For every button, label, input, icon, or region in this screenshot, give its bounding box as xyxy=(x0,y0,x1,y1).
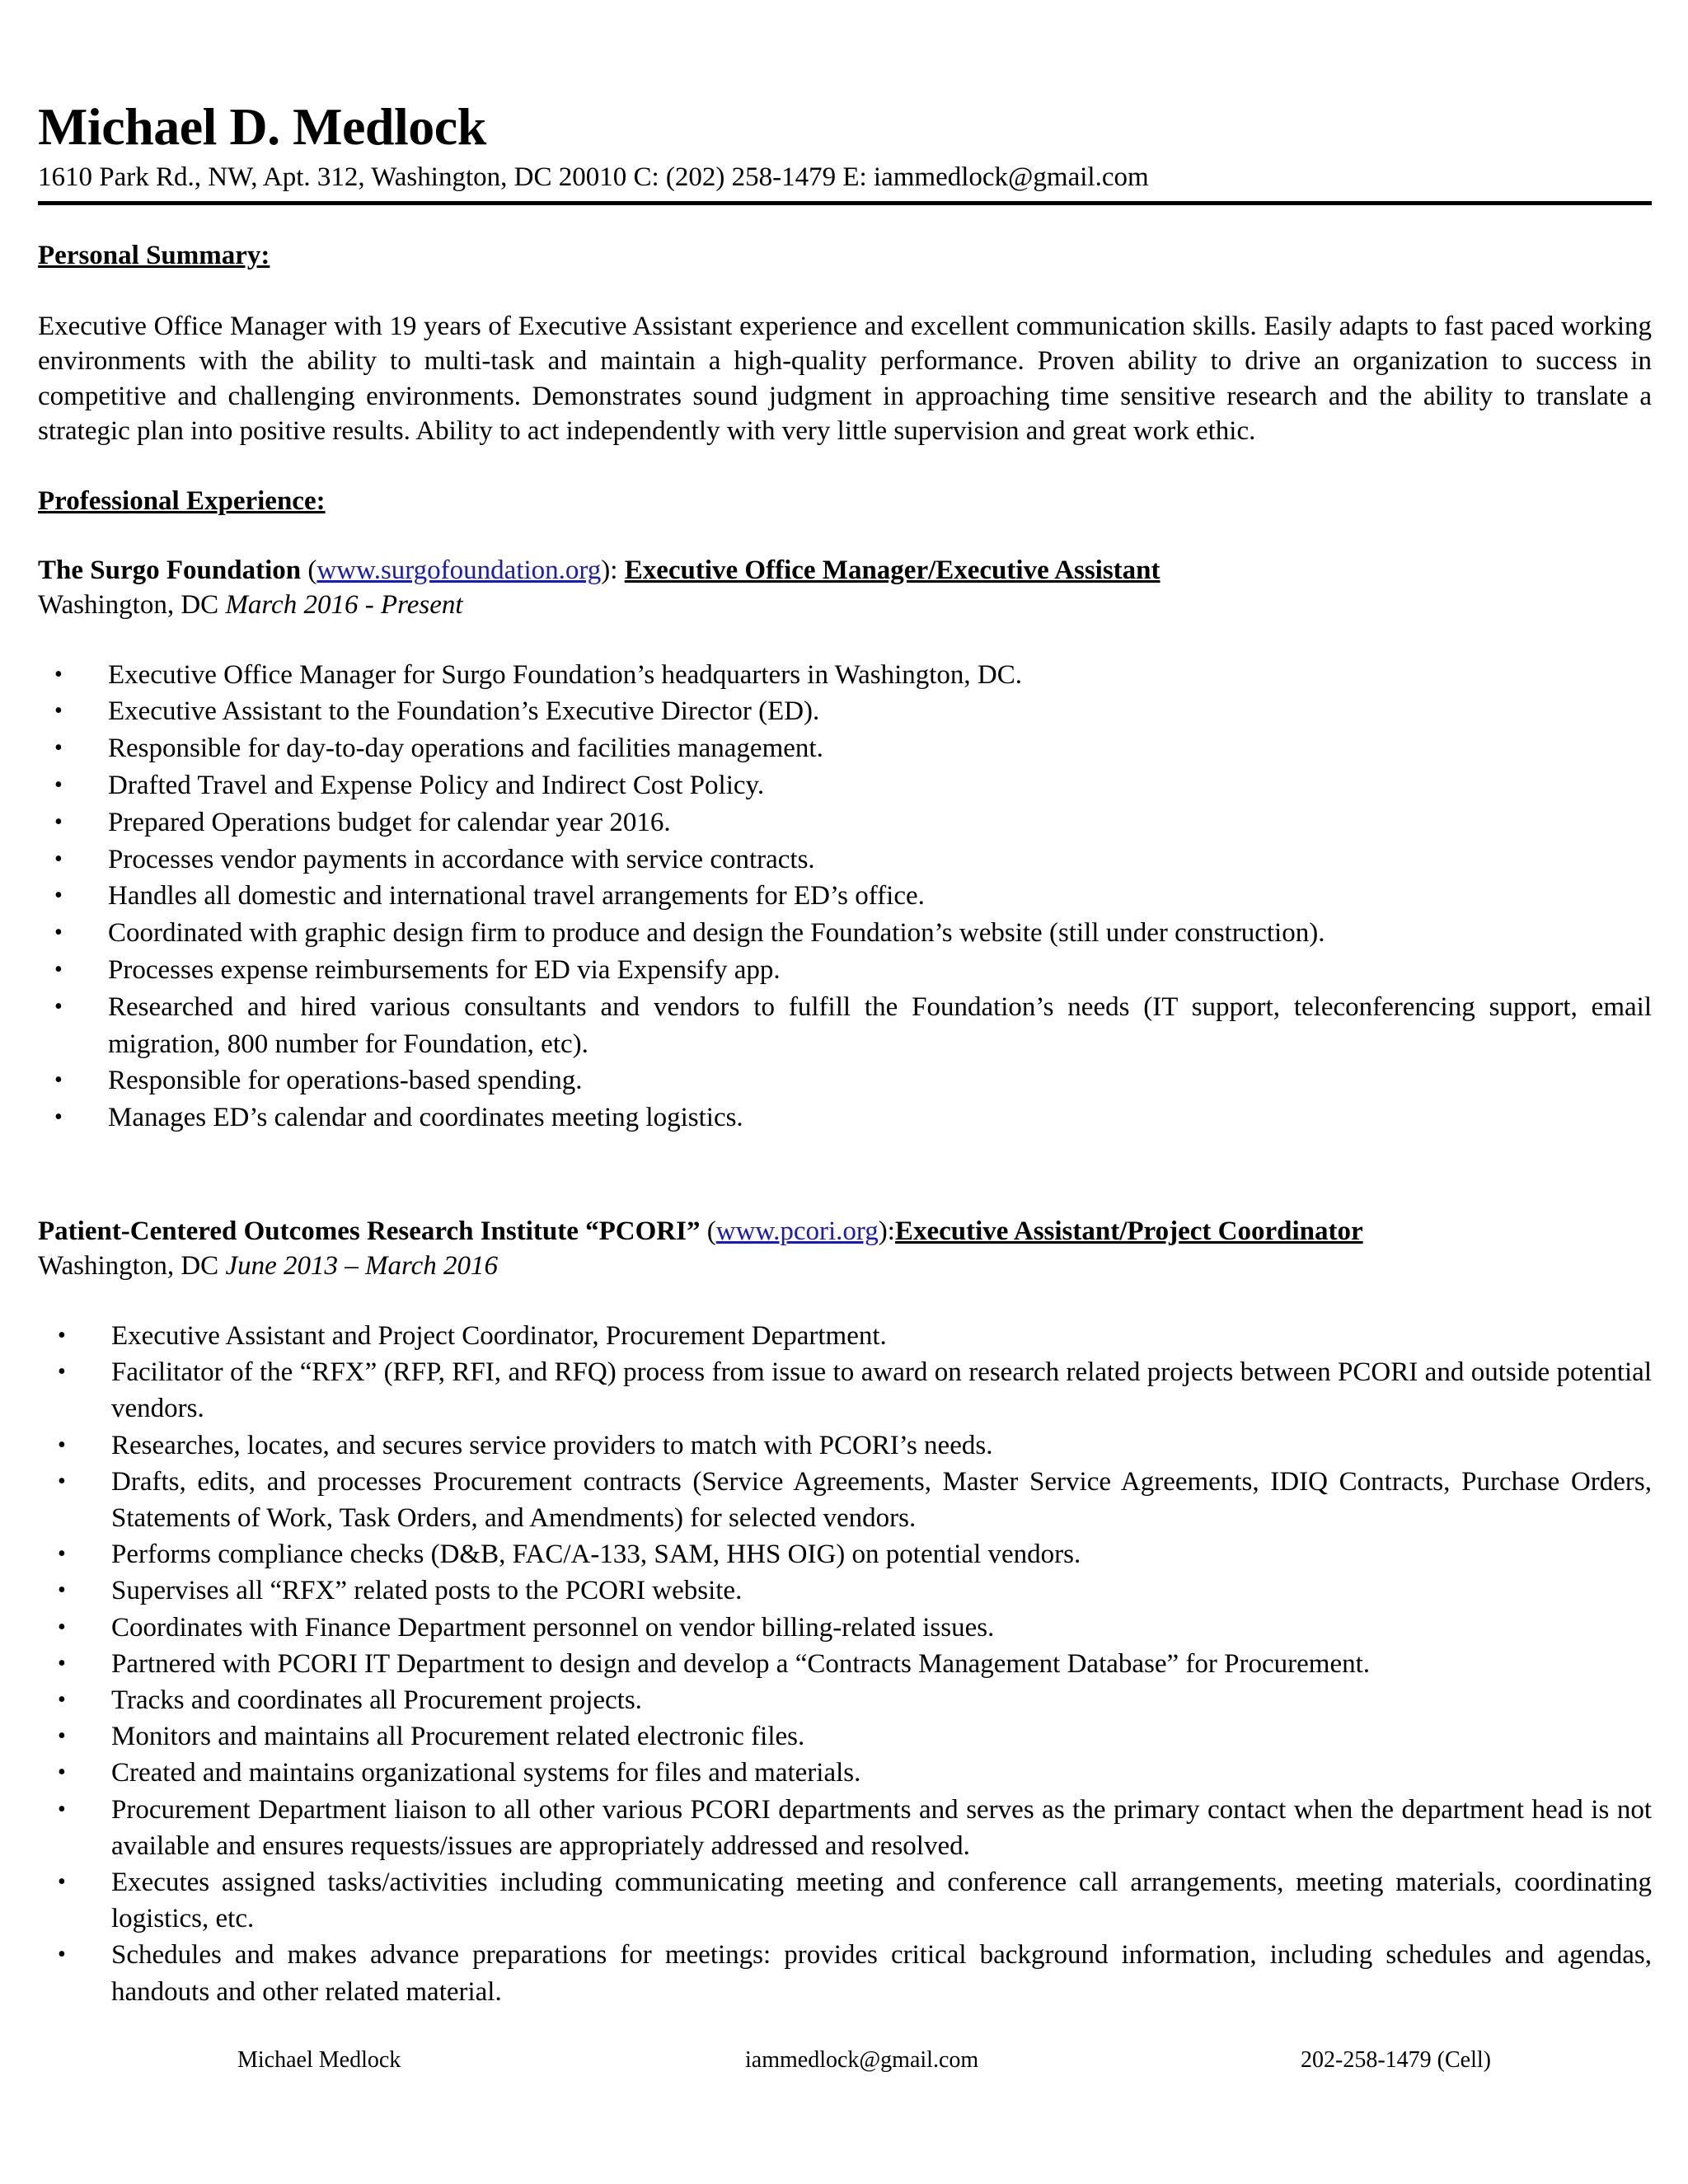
paren-open: ( xyxy=(700,1216,716,1246)
job-location-line xyxy=(38,588,1652,622)
resume-page xyxy=(38,97,1652,2010)
footer-email: iammedlock@gmail.com xyxy=(745,2047,979,2073)
duty-text: Coordinates with Finance Department personnel on vendor billing-related issues. xyxy=(111,1612,995,1643)
job-title-line xyxy=(38,1214,1652,1249)
job-entry xyxy=(38,553,1652,1137)
job-entry xyxy=(38,1214,1652,2010)
duty-text: Processes expense reimbursements for ED via Expensify app. xyxy=(108,955,781,985)
duty-text: Executive Office Manager for Surgo Foundation’s headquarters in Washington, DC. xyxy=(108,659,1023,690)
list-item xyxy=(38,915,1652,952)
bullet-icon: • xyxy=(54,808,63,835)
job-role: Executive Assistant/Project Coordinator xyxy=(894,1216,1363,1246)
list-item xyxy=(38,693,1652,730)
job-dates: March 2016 - Present xyxy=(225,589,463,620)
bullet-icon: • xyxy=(54,772,63,799)
bullet-icon: • xyxy=(54,735,63,762)
list-item xyxy=(38,1536,1652,1572)
employer-name: Patient-Centered Outcomes Research Institute “PCORI” xyxy=(38,1216,701,1246)
duty-text: Responsible for operations-based spending. xyxy=(108,1066,583,1096)
bullet-icon: • xyxy=(54,920,63,946)
bullet-icon: • xyxy=(54,661,63,687)
paren-close: ): xyxy=(601,555,625,585)
bullet-icon: • xyxy=(58,1650,66,1676)
list-item xyxy=(38,989,1652,1063)
job-location-line xyxy=(38,1249,1652,1283)
duty-text: Processes vendor payments in accordance with service contracts. xyxy=(108,844,815,874)
duty-text: Performs compliance checks (D&B, FAC/A-133, SAM, HHS OIG) on potential vendors. xyxy=(111,1540,1081,1570)
list-item xyxy=(38,1682,1652,1718)
list-item xyxy=(38,1427,1652,1464)
list-item xyxy=(38,1718,1652,1755)
job-duties-list xyxy=(38,657,1652,1137)
list-item xyxy=(38,1937,1652,2009)
header-divider xyxy=(38,201,1652,205)
duty-text: Responsible for day-to-day operations and facilities management. xyxy=(108,733,823,764)
job-title-line xyxy=(38,553,1652,588)
duty-text: Drafts, edits, and processes Procurement contracts (Service Agreements, Master Service Agreements, IDIQ Contracts, Purchase Orders, Statements of Work, Task Orders, and Amendments) for selected vendors. xyxy=(111,1466,1652,1533)
duty-text: Manages ED’s calendar and coordinates meeting logistics. xyxy=(108,1103,743,1133)
bullet-icon: • xyxy=(58,1541,66,1568)
bullet-icon: • xyxy=(58,1468,66,1494)
duty-text: Facilitator of the “RFX” (RFP, RFI, and RFQ) process from issue to award on research related projects between PCORI and outside potential vendors. xyxy=(111,1357,1652,1424)
list-item xyxy=(38,841,1652,879)
bullet-icon: • xyxy=(58,1869,66,1896)
job-role: Executive Office Manager/Executive Assistant xyxy=(624,555,1160,585)
duty-text: Partnered with PCORI IT Department to design and develop a “Contracts Management Database” for Procurement. xyxy=(111,1648,1371,1679)
bullet-icon: • xyxy=(58,1760,66,1786)
list-item xyxy=(38,1464,1652,1536)
bullet-icon: • xyxy=(58,1796,66,1822)
list-item xyxy=(38,1572,1652,1609)
employer-name: The Surgo Foundation xyxy=(38,555,302,585)
list-item xyxy=(38,1755,1652,1791)
bullet-icon: • xyxy=(54,993,63,1019)
duty-text: Procurement Department liaison to all other various PCORI departments and serves as the primary contact when the department head is not available and ensures requests/issues are appropriately addressed and resolved. xyxy=(111,1794,1652,1861)
job-duties-list xyxy=(38,1318,1652,2010)
list-item xyxy=(38,952,1652,989)
list-item xyxy=(38,1318,1652,1354)
duty-text: Executive Assistant to the Foundation’s Executive Director (ED). xyxy=(108,696,820,727)
bullet-icon: • xyxy=(54,883,63,909)
candidate-name: Michael D. Medlock xyxy=(38,97,486,156)
footer-name: Michael Medlock xyxy=(237,2047,401,2073)
list-item xyxy=(38,657,1652,694)
duty-text: Tracks and coordinates all Procurement projects. xyxy=(111,1685,642,1716)
footer-phone: 202-258-1479 (Cell) xyxy=(1301,2047,1491,2073)
job-dates: June 2013 – March 2016 xyxy=(225,1250,498,1281)
duty-text: Executes assigned tasks/activities including communicating meeting and conference call arrangements, meeting materials, coordinating logistics, etc. xyxy=(111,1868,1652,1934)
duty-text: Drafted Travel and Expense Policy and Indirect Cost Policy. xyxy=(108,771,765,801)
list-item xyxy=(38,878,1652,915)
list-item xyxy=(38,1610,1652,1646)
list-item xyxy=(38,1062,1652,1099)
employer-website-link[interactable]: www.surgofoundation.org xyxy=(316,555,602,585)
list-item xyxy=(38,730,1652,767)
duty-text: Executive Assistant and Project Coordinator, Procurement Department. xyxy=(111,1320,887,1351)
list-item xyxy=(38,1354,1652,1427)
duty-text: Researched and hired various consultants and vendors to fulfill the Foundation’s needs (IT support, teleconferencing support, email migration, 800 number for Foundation, etc). xyxy=(108,991,1652,1059)
bullet-icon: • xyxy=(54,698,63,724)
bullet-icon: • xyxy=(58,1723,66,1750)
list-item xyxy=(38,1792,1652,1864)
duty-text: Monitors and maintains all Procurement related electronic files. xyxy=(111,1722,805,1752)
experience-heading: Professional Experience: xyxy=(38,485,326,516)
summary-text: Executive Office Manager with 19 years of Executive Assistant experience and excellent communication skills. Easily adapts to fast paced working environments with the ability to multi-task and maintain a high-quality performance. Proven ability to drive an organization to success in competitive and challenging environments. Demonstrates sound judgment in approaching time sensitive research and the ability to translate a strategic plan into positive results. Ability to act independently with very little supervision and great work ethic. xyxy=(38,312,1652,447)
duty-text: Prepared Operations budget for calendar year 2016. xyxy=(108,807,671,837)
contact-line: 1610 Park Rd., NW, Apt. 312, Washington, DC 20010 C: (202) 258-1479 E: iammedlock@gmail.com xyxy=(38,162,1149,192)
duty-text: Handles all domestic and international travel arrangements for ED’s office. xyxy=(108,881,925,912)
bullet-icon: • xyxy=(58,1942,66,1968)
bullet-icon: • xyxy=(58,1322,66,1348)
list-item xyxy=(38,1864,1652,1937)
bullet-icon: • xyxy=(54,1067,63,1094)
employer-website-link[interactable]: www.pcori.org xyxy=(715,1216,879,1246)
duty-text: Researches, locates, and secures service providers to match with PCORI’s needs. xyxy=(111,1430,993,1460)
job-location: Washington, DC xyxy=(38,1250,226,1281)
duty-text: Created and maintains organizational systems for files and materials. xyxy=(111,1758,861,1788)
list-item xyxy=(38,1099,1652,1137)
duty-text: Schedules and makes advance preparations for meetings: provides critical background information, including schedules and agendas, handouts and other related material. xyxy=(111,1940,1652,2007)
bullet-icon: • xyxy=(58,1432,66,1458)
page-footer xyxy=(0,2047,1688,2080)
duty-text: Coordinated with graphic design firm to produce and design the Foundation’s website (still under construction). xyxy=(108,918,1325,949)
bullet-icon: • xyxy=(58,1614,66,1640)
bullet-icon: • xyxy=(54,957,63,982)
bullet-icon: • xyxy=(58,1687,66,1713)
bullet-icon: • xyxy=(58,1577,66,1604)
list-item xyxy=(38,1646,1652,1682)
bullet-icon: • xyxy=(54,846,63,872)
list-item xyxy=(38,767,1652,804)
bullet-icon: • xyxy=(58,1359,66,1385)
summary-heading: Personal Summary: xyxy=(38,241,270,270)
list-item xyxy=(38,804,1652,841)
duty-text: Supervises all “RFX” related posts to the PCORI website. xyxy=(111,1576,743,1606)
paren-open: ( xyxy=(301,555,317,585)
bullet-icon: • xyxy=(54,1104,63,1131)
paren-close: ): xyxy=(878,1216,895,1246)
job-location: Washington, DC xyxy=(38,589,226,620)
